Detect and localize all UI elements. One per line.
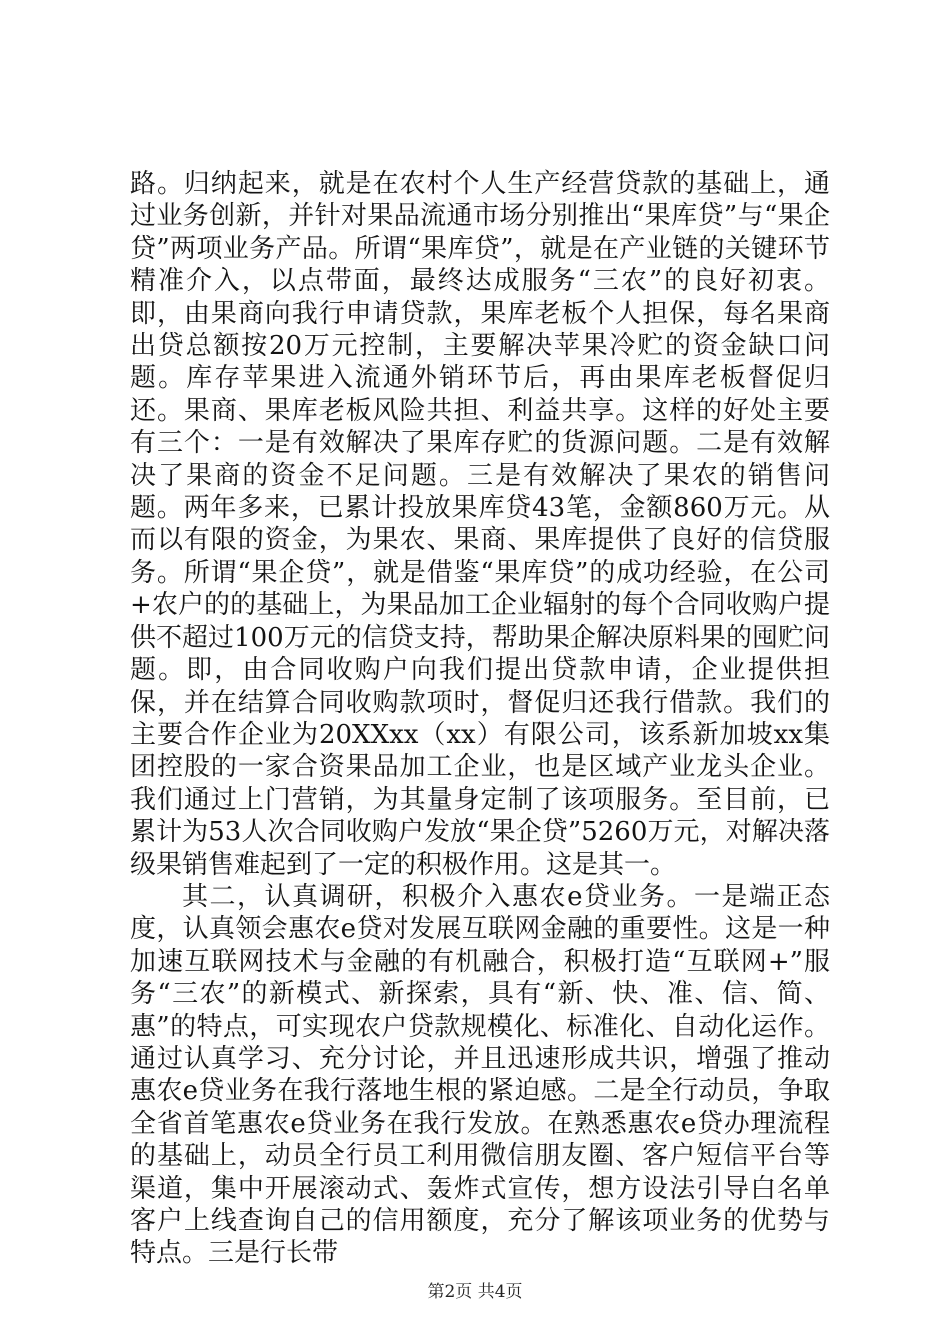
document-body [130, 168, 830, 1270]
page-footer: 第2页 共4页 [427, 1282, 523, 1302]
paragraph-1: 路。归纳起来，就是在农村个人生产经营贷款的基础上，通过业务创新，并针对果品流通市场分别推出“果库贷”与“果企贷”两项业务产品。所谓“果库贷”，就是在产业链的关键环节精准介入，以点带面，最终达成服务“三农”的良好初衷。即，由果商向我行申请贷款，果库老板个人担保，每名果商出贷总额按20万元控制，主要解决苹果冷贮的资金缺口问题。库存苹果进入流通外销环节后，再由果库老板督促归还。果商、果库老板风险共担、利益共享。这样的好处主要有三个：一是有效解决了果库存贮的货源问题。二是有效解决了果商的资金不足问题。三是有效解决了果农的销售问题。两年多来，已累计投放果库贷43笔，金额860万元。从而以有限的资金，为果农、果商、果库提供了良好的信贷服务。所谓“果企贷”，就是借鉴“果库贷”的成功经验，在公司+农户的的基础上，为果品加工企业辐射的每个合同收购户提供不超过100万元的信贷支持，帮助果企解决原料果的囤贮问题。即，由合同收购户向我们提出贷款申请，企业提供担保，并在结算合同收购款项时，督促归还我行借款。我们的主要合作企业为20XXxx（xx）有限公司，该系新加坡xx集团控股的一家合资果品加工企业，也是区域产业龙头企业。我们通过上门营销，为其量身定制了该项服务。至目前，已累计为53人次合同收购户发放“果企贷”5260万元，对解决落级果销售难起到了一定的积极作用。这是其一。 [130, 169, 830, 880]
paragraph-2: 其二，认真调研，积极介入惠农e贷业务。一是端正态度，认真领会惠农e贷对发展互联网金融的重要性。这是一种加速互联网技术与金融的有机融合，积极打造“互联网+”服务“三农”的新模式、新探索，具有“新、快、准、信、简、惠”的特点，可实现农户贷款规模化、标准化、自动化运作。通过认真学习、充分讨论，并且迅速形成共识，增强了推动惠农e贷业务在我行落地生根的紧迫感。二是全行动员，争取全省首笔惠农e贷业务在我行发放。在熟悉惠农e贷办理流程的基础上，动员全行员工利用微信朋友圈、客户短信平台等渠道，集中开展滚动式、轰炸式宣传，想方设法引导白名单客户上线查询自己的信用额度，充分了解该项业务的优势与特点。三是行长带 [130, 881, 830, 1269]
